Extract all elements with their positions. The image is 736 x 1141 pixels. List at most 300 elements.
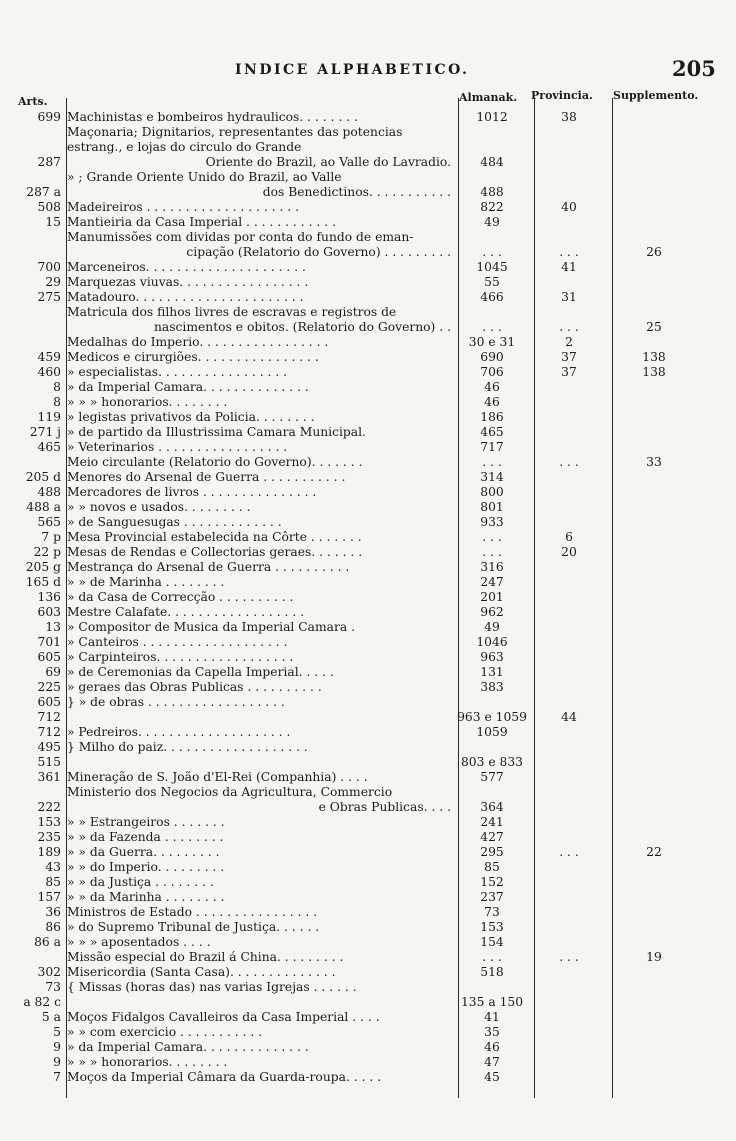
supplemento-page xyxy=(609,380,699,395)
article-number: 22 p xyxy=(33,545,61,559)
almanak-page: 201 xyxy=(480,590,504,604)
supplemento-page xyxy=(609,125,699,170)
almanak-page: 135 a 150 xyxy=(460,995,524,1009)
article-number: 157 xyxy=(37,890,61,904)
almanak-page: . . . xyxy=(482,545,502,559)
supplemento-page xyxy=(609,470,699,485)
entry-text xyxy=(64,275,455,290)
entry-text xyxy=(64,230,455,260)
almanak-page: . . . xyxy=(482,245,502,259)
entry-line: Medalhas do Imperio. . . . . . . . . . . . . . . . . xyxy=(67,335,329,349)
article-number: 85 xyxy=(45,875,61,889)
index-row xyxy=(0,815,736,830)
article-number: 119 xyxy=(37,410,61,424)
almanak-page: 717 xyxy=(480,440,504,454)
almanak-page: 154 xyxy=(480,935,504,949)
entry-text xyxy=(64,455,455,470)
entry-text xyxy=(64,1040,455,1055)
article-number: 29 xyxy=(45,275,61,289)
supplemento-page xyxy=(609,590,699,605)
index-row xyxy=(0,500,736,515)
article-number xyxy=(0,335,64,350)
almanak-page: 690 xyxy=(480,350,504,364)
entry-text xyxy=(64,830,455,845)
index-row xyxy=(0,275,736,290)
almanak-page: 30 e 31 xyxy=(468,335,516,349)
provincia-page xyxy=(529,425,609,440)
provincia-page xyxy=(529,980,609,1010)
index-row xyxy=(0,935,736,950)
almanak-page: 822 xyxy=(480,200,504,214)
entry-line: Misericordia (Santa Casa). . . . . . . . . . . . . . xyxy=(67,965,336,979)
article-number: 460 xyxy=(37,365,61,379)
article-number: 136 xyxy=(37,590,61,604)
entry-line: » geraes das Obras Publicas . . . . . . . . . . xyxy=(67,680,322,694)
entry-text xyxy=(64,695,455,725)
supplemento-page xyxy=(609,830,699,845)
index-row xyxy=(0,425,736,440)
article-number: 9 xyxy=(53,1040,61,1054)
index-row xyxy=(0,605,736,620)
provincia-page xyxy=(529,275,609,290)
provincia-page xyxy=(529,815,609,830)
entry-line: » Veterinarios . . . . . . . . . . . . . . . . . xyxy=(67,440,288,454)
almanak-page: 933 xyxy=(480,515,504,529)
supplemento-page xyxy=(609,170,699,200)
provincia-page xyxy=(529,620,609,635)
entry-line: Mestrança do Arsenal de Guerra . . . . . . . . . . xyxy=(67,560,350,574)
article-number: 605 712 xyxy=(37,695,61,724)
column-header-almanak: Almanak. xyxy=(459,91,518,104)
entry-line: » » com exercicio . . . . . . . . . . . xyxy=(67,1025,263,1039)
entry-line: » de Sanguesugas . . . . . . . . . . . . . xyxy=(67,515,282,529)
entry-line: Oriente do Brazil, ao Valle do Lavradio. xyxy=(205,155,451,169)
supplemento-page xyxy=(609,395,699,410)
entry-line: » » da Fazenda . . . . . . . . xyxy=(67,830,224,844)
index-list xyxy=(0,110,736,1085)
supplemento-page xyxy=(609,650,699,665)
almanak-page: 465 xyxy=(480,425,504,439)
article-number: 287 xyxy=(37,155,61,169)
entry-text xyxy=(64,1055,455,1070)
index-row xyxy=(0,740,736,770)
entry-line: estrang., e lojas do circulo do Grande xyxy=(67,140,302,154)
index-row xyxy=(0,620,736,635)
entry-text xyxy=(64,170,455,200)
index-row xyxy=(0,845,736,860)
provincia-page: 6 xyxy=(565,530,573,544)
entry-text xyxy=(64,980,455,1010)
entry-text xyxy=(64,770,455,785)
entry-line: Maçonaria; Dignitarios, representantes das potencias xyxy=(67,125,403,139)
entry-text xyxy=(64,935,455,950)
provincia-page xyxy=(529,890,609,905)
entry-line: Machinistas e bombeiros hydraulicos. . . . . . . . xyxy=(67,110,358,124)
entry-line: » ; Grande Oriente Unido do Brazil, ao Valle xyxy=(67,170,342,184)
article-number: 7 xyxy=(53,1070,61,1084)
provincia-page xyxy=(529,785,609,815)
supplemento-page xyxy=(609,1040,699,1055)
entry-line: cipação (Relatorio do Governo) . . . . . . . . . xyxy=(186,245,451,259)
provincia-page xyxy=(529,740,609,770)
almanak-page: 518 xyxy=(480,965,504,979)
almanak-page: 49 xyxy=(484,620,500,634)
entry-line: » especialistas. . . . . . . . . . . . . . . . . xyxy=(67,365,288,379)
index-row xyxy=(0,380,736,395)
index-row xyxy=(0,455,736,470)
almanak-page: 186 xyxy=(480,410,504,424)
provincia-page xyxy=(529,560,609,575)
provincia-page xyxy=(529,410,609,425)
entry-line: » » da Guerra. . . . . . . . . xyxy=(67,845,220,859)
entry-text xyxy=(64,395,455,410)
article-number: 603 xyxy=(37,605,61,619)
almanak-page: 41 xyxy=(484,1010,500,1024)
supplemento-page xyxy=(609,575,699,590)
entry-text xyxy=(64,290,455,305)
column-header-provincia: Provincia. xyxy=(531,89,593,102)
article-number: 8 xyxy=(53,380,61,394)
entry-text xyxy=(64,500,455,515)
entry-line: Marquezas viuvas. . . . . . . . . . . . . . . . . xyxy=(67,275,309,289)
supplemento-page xyxy=(609,680,699,695)
almanak-page: 803 e 833 xyxy=(460,755,524,769)
almanak-page: . . . xyxy=(482,320,502,334)
index-row xyxy=(0,680,736,695)
entry-line: dos Benedictinos. . . . . . . . . . . xyxy=(262,185,451,199)
almanak-page: 800 xyxy=(480,485,504,499)
entry-text xyxy=(64,635,455,650)
entry-text xyxy=(64,200,455,215)
article-number: 495 515 xyxy=(37,740,61,769)
entry-text xyxy=(64,890,455,905)
supplemento-page xyxy=(609,485,699,500)
article-number: 9 xyxy=(53,1055,61,1069)
provincia-page xyxy=(529,125,609,170)
almanak-page: 35 xyxy=(484,1025,500,1039)
almanak-page: 427 xyxy=(480,830,504,844)
provincia-page: 2 xyxy=(565,335,573,349)
provincia-page: . . . xyxy=(559,455,579,469)
index-row xyxy=(0,860,736,875)
almanak-page: 962 xyxy=(480,605,504,619)
entry-line: Mestre Calafate. . . . . . . . . . . . . . . . . . xyxy=(67,605,305,619)
almanak-page: 46 xyxy=(484,380,500,394)
supplemento-page xyxy=(609,1025,699,1040)
almanak-page: 85 xyxy=(484,860,500,874)
entry-text xyxy=(64,575,455,590)
index-row xyxy=(0,350,736,365)
entry-text xyxy=(64,725,455,740)
supplemento-page xyxy=(609,905,699,920)
article-number: 361 xyxy=(37,770,61,784)
supplemento-page xyxy=(609,725,699,740)
provincia-page xyxy=(529,920,609,935)
article-number: 225 xyxy=(37,680,61,694)
supplemento-page: 138 xyxy=(642,365,666,379)
provincia-page xyxy=(529,1070,609,1085)
supplemento-page xyxy=(609,530,699,545)
entry-line: » » » honorarios. . . . . . . . xyxy=(67,1055,228,1069)
index-row xyxy=(0,230,736,260)
index-row xyxy=(0,365,736,380)
index-row xyxy=(0,920,736,935)
almanak-page: 46 xyxy=(484,1040,500,1054)
provincia-page xyxy=(529,440,609,455)
supplemento-page: 25 xyxy=(646,320,662,334)
article-number: 712 xyxy=(37,725,61,739)
article-number xyxy=(0,950,64,965)
entry-text xyxy=(64,545,455,560)
provincia-page xyxy=(529,380,609,395)
article-number: 271 j xyxy=(29,425,61,439)
supplemento-page xyxy=(609,1010,699,1025)
entry-line: Madeireiros . . . . . . . . . . . . . . . . . . . . xyxy=(67,200,300,214)
provincia-page xyxy=(529,470,609,485)
provincia-page: 37 xyxy=(561,365,577,379)
entry-line: { Missas (horas das) nas varias Igrejas . . . . . . xyxy=(67,980,357,994)
provincia-page: 37 xyxy=(561,350,577,364)
entry-line: } » de obras . . . . . . . . . . . . . . . . . . xyxy=(67,695,285,709)
index-row xyxy=(0,830,736,845)
index-row xyxy=(0,560,736,575)
almanak-page: 1045 xyxy=(476,260,508,274)
entry-line: Menores do Arsenal de Guerra . . . . . . . . . . . xyxy=(67,470,346,484)
supplemento-page xyxy=(609,260,699,275)
entry-text xyxy=(64,335,455,350)
entry-text xyxy=(64,950,455,965)
entry-text xyxy=(64,485,455,500)
provincia-page xyxy=(529,170,609,200)
provincia-page: 20 xyxy=(561,545,577,559)
index-row xyxy=(0,1010,736,1025)
provincia-page xyxy=(529,485,609,500)
entry-line: e Obras Publicas. . . . xyxy=(318,800,451,814)
entry-text xyxy=(64,785,455,815)
entry-text xyxy=(64,425,455,440)
entry-line: } Milho do paiz. . . . . . . . . . . . . . . . . . . xyxy=(67,740,308,754)
supplemento-page xyxy=(609,935,699,950)
provincia-page xyxy=(529,1010,609,1025)
almanak-page: 316 xyxy=(480,560,504,574)
index-row xyxy=(0,665,736,680)
supplemento-page xyxy=(609,440,699,455)
page-header xyxy=(0,56,736,88)
article-number: 189 xyxy=(37,845,61,859)
article-number: 699 xyxy=(37,110,61,124)
supplemento-page xyxy=(609,215,699,230)
article-number: 488 xyxy=(37,485,61,499)
entry-line: » » da Marinha . . . . . . . . xyxy=(67,890,225,904)
almanak-page: 706 xyxy=(480,365,504,379)
article-number: 8 xyxy=(53,395,61,409)
entry-text xyxy=(64,440,455,455)
article-number: 86 xyxy=(45,920,61,934)
almanak-page: 241 xyxy=(480,815,504,829)
entry-line: Moços Fidalgos Cavalleiros da Casa Imperial . . . . xyxy=(67,1010,380,1024)
index-row xyxy=(0,215,736,230)
entry-text xyxy=(64,665,455,680)
article-number: 465 xyxy=(37,440,61,454)
supplemento-page xyxy=(609,875,699,890)
entry-line: » » novos e usados. . . . . . . . . xyxy=(67,500,251,514)
entry-text xyxy=(64,650,455,665)
almanak-page: 484 xyxy=(480,155,504,169)
article-number: 13 xyxy=(45,620,61,634)
entry-line: Manumissões com dividas por conta do fundo de eman- xyxy=(67,230,414,244)
entry-text xyxy=(64,350,455,365)
entry-line: Mantieiria da Casa Imperial . . . . . . . . . . . . xyxy=(67,215,336,229)
almanak-page: 295 xyxy=(480,845,504,859)
index-row xyxy=(0,905,736,920)
entry-text xyxy=(64,920,455,935)
entry-text xyxy=(64,125,455,170)
index-row xyxy=(0,725,736,740)
almanak-page: 963 xyxy=(480,650,504,664)
supplemento-page xyxy=(609,500,699,515)
supplemento-page xyxy=(609,275,699,290)
entry-text xyxy=(64,740,455,770)
article-number: 605 xyxy=(37,650,61,664)
supplemento-page xyxy=(609,635,699,650)
almanak-page: 466 xyxy=(480,290,504,304)
almanak-page: 963 e 1059 xyxy=(457,710,527,724)
provincia-page xyxy=(529,830,609,845)
supplemento-page xyxy=(609,1070,699,1085)
supplemento-page xyxy=(609,410,699,425)
almanak-page: 73 xyxy=(484,905,500,919)
article-number: 488 a xyxy=(26,500,61,514)
index-row xyxy=(0,1040,736,1055)
article-number: 205 d xyxy=(25,470,61,484)
entry-line: Ministerio dos Negocios da Agricultura, Commercio xyxy=(67,785,393,799)
supplemento-page: 19 xyxy=(646,950,662,964)
entry-line: » » » honorarios. . . . . . . . xyxy=(67,395,228,409)
provincia-page xyxy=(529,1055,609,1070)
supplemento-page xyxy=(609,560,699,575)
provincia-page: . . . xyxy=(559,320,579,334)
almanak-page: 577 xyxy=(480,770,504,784)
almanak-page: 488 xyxy=(480,185,504,199)
article-number: 5 xyxy=(53,1025,61,1039)
index-row xyxy=(0,875,736,890)
index-row xyxy=(0,965,736,980)
entry-text xyxy=(64,380,455,395)
article-number xyxy=(0,455,64,470)
article-number: 235 xyxy=(37,830,61,844)
entry-line: » da Imperial Camara. . . . . . . . . . . . . . xyxy=(67,380,309,394)
entry-line: nascimentos e obitos. (Relatorio do Governo) . . xyxy=(153,320,451,334)
entry-line: » » da Justiça . . . . . . . . xyxy=(67,875,214,889)
entry-line: » de Ceremonias da Capella Imperial. . . . . xyxy=(67,665,334,679)
column-header-arts: Arts. xyxy=(18,95,48,108)
entry-text xyxy=(64,410,455,425)
supplemento-page xyxy=(609,980,699,1010)
supplemento-page xyxy=(609,965,699,980)
supplemento-page xyxy=(609,425,699,440)
article-number: 36 xyxy=(45,905,61,919)
provincia-page xyxy=(529,860,609,875)
provincia-page: 44 xyxy=(561,710,577,724)
provincia-page xyxy=(529,605,609,620)
index-row xyxy=(0,200,736,215)
article-number: 86 a xyxy=(34,935,61,949)
index-row xyxy=(0,530,736,545)
article-number: 205 g xyxy=(25,560,61,574)
entry-line: » de partido da Illustrissima Camara Municipal. xyxy=(67,425,366,439)
entry-text xyxy=(64,260,455,275)
almanak-page: . . . xyxy=(482,950,502,964)
supplemento-page xyxy=(609,545,699,560)
article-number: 565 xyxy=(37,515,61,529)
entry-text xyxy=(64,305,455,335)
entry-line: Meio circulante (Relatorio do Governo). . . . . . . xyxy=(67,455,363,469)
entry-text xyxy=(64,470,455,485)
supplemento-page xyxy=(609,290,699,305)
index-row xyxy=(0,515,736,530)
almanak-page: 47 xyxy=(484,1055,500,1069)
entry-line: Missão especial do Brazil á China. . . . . . . . . xyxy=(67,950,344,964)
index-row xyxy=(0,575,736,590)
provincia-page: 41 xyxy=(561,260,577,274)
article-number: 222 xyxy=(37,800,61,814)
supplemento-page xyxy=(609,605,699,620)
provincia-page xyxy=(529,1025,609,1040)
index-row xyxy=(0,395,736,410)
article-number xyxy=(0,305,64,335)
entry-line: » » de Marinha . . . . . . . . xyxy=(67,575,225,589)
article-number: 15 xyxy=(45,215,61,229)
almanak-page: 46 xyxy=(484,395,500,409)
entry-line: » legistas privativos da Policia. . . . . . . . xyxy=(67,410,315,424)
entry-text xyxy=(64,1070,455,1085)
supplemento-page xyxy=(609,620,699,635)
supplemento-page xyxy=(609,815,699,830)
page-title: INDICE ALPHABETICO. xyxy=(235,62,470,78)
supplemento-page xyxy=(609,665,699,680)
entry-text xyxy=(64,515,455,530)
provincia-page: 38 xyxy=(561,110,577,124)
index-row xyxy=(0,440,736,455)
index-row xyxy=(0,980,736,1010)
provincia-page xyxy=(529,680,609,695)
almanak-page: 247 xyxy=(480,575,504,589)
supplemento-page xyxy=(609,890,699,905)
index-row xyxy=(0,290,736,305)
supplemento-page xyxy=(609,785,699,815)
index-row xyxy=(0,785,736,815)
entry-text xyxy=(64,1010,455,1025)
supplemento-page xyxy=(609,335,699,350)
index-row xyxy=(0,950,736,965)
index-row xyxy=(0,695,736,725)
article-number: 7 p xyxy=(41,530,61,544)
entry-text xyxy=(64,110,455,125)
article-number: 73 a 82 c xyxy=(23,980,61,1009)
provincia-page: 40 xyxy=(561,200,577,214)
almanak-page: 55 xyxy=(484,275,500,289)
entry-text xyxy=(64,680,455,695)
entry-text xyxy=(64,620,455,635)
index-row xyxy=(0,1025,736,1040)
supplemento-page xyxy=(609,740,699,770)
supplemento-page xyxy=(609,770,699,785)
article-number: 508 xyxy=(37,200,61,214)
provincia-page xyxy=(529,500,609,515)
almanak-page: 49 xyxy=(484,215,500,229)
index-row xyxy=(0,470,736,485)
provincia-page: . . . xyxy=(559,950,579,964)
